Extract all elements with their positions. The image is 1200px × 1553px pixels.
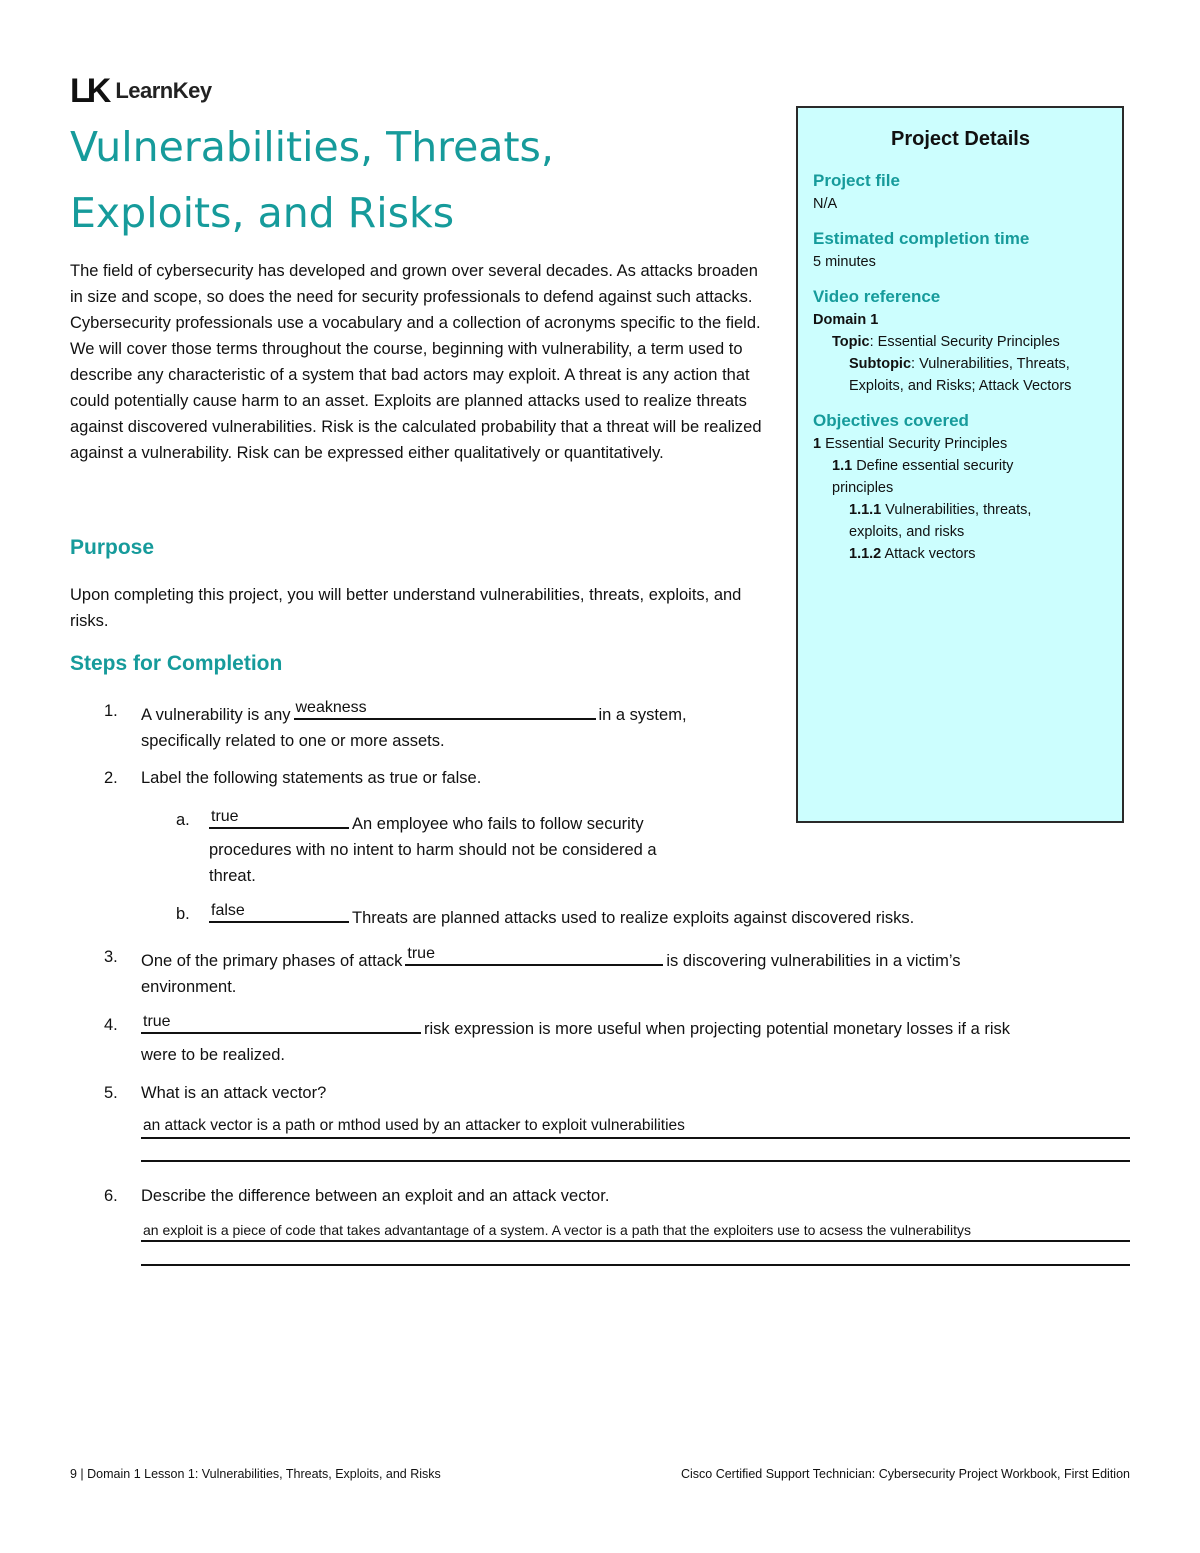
step-3-answer: true	[407, 945, 435, 962]
objective-1-1-1	[813, 499, 1108, 521]
subtopic-value-2: Exploits, and Risks; Attack Vectors	[849, 378, 1072, 394]
step-6-answer: an exploit is a piece of code that takes advantantage of a system. A vector is a path that the exploiters use to acsess the vulnerabilitys	[143, 1222, 972, 1238]
step-6-answer-line-2[interactable]	[141, 1264, 1130, 1266]
project-details-panel	[796, 106, 1124, 823]
completion-time-label: Estimated completion time	[813, 229, 1030, 248]
step-2a-answer-field[interactable]	[209, 807, 349, 829]
project-file-label: Project file	[813, 171, 900, 190]
step-2b-label: b.	[176, 905, 190, 923]
step-2a-line-3: threat.	[209, 867, 256, 885]
title-line-1: Vulnerabilities, Threats,	[70, 123, 554, 171]
step-6-text: Describe the difference between an exploit and an attack vector.	[141, 1187, 610, 1205]
step-4-number: 4.	[104, 1016, 118, 1034]
step-1-answer: weakness	[295, 699, 367, 716]
topic-label: Topic	[832, 334, 870, 350]
step-6-answer-field[interactable]	[141, 1218, 1130, 1242]
step-2a	[209, 807, 769, 889]
intro-paragraph: The field of cybersecurity has developed and grown over several decades. As attacks broaden in size and scope, so does the need for security professionals to defend against such attacks. Cybersecurity professionals use a vocabulary and a collection of acronyms specific to the field. We will cover those terms throughout the course, beginning with vulnerability, a term used to describe any characteristic of a system that bad actors may exploit. A threat is any action that could potentially cause harm to an asset. Exploits are planned attacks used to realize threats against discovered vulnerabilities. Risk is the calculated probability that a threat will be realized against a vulnerability. Risk can be expressed either qualitatively or quantitatively.	[70, 262, 762, 462]
step-3	[141, 944, 960, 1000]
video-reference-label: Video reference	[813, 287, 941, 306]
step-6-number: 6.	[104, 1187, 118, 1205]
step-4-answer-field[interactable]	[141, 1012, 421, 1034]
step-4-line-2: were to be realized.	[141, 1046, 285, 1064]
footer-right: Cisco Certified Support Technician: Cybersecurity Project Workbook, First Edition	[680, 1467, 1130, 1481]
footer-left: 9 | Domain 1 Lesson 1: Vulnerabilities, Threats, Exploits, and Risks	[70, 1467, 441, 1481]
step-2a-line-2: procedures with no intent to harm should not be considered a	[209, 841, 657, 859]
objective-1-1-1-text-2: exploits, and risks	[849, 524, 965, 540]
video-domain	[813, 309, 1108, 331]
step-3-number: 3.	[104, 948, 118, 966]
objective-1-1-1-num: 1.1.1	[849, 502, 882, 518]
title-line-2: Exploits, and Risks	[70, 189, 455, 237]
project-file-value: N/A	[813, 196, 838, 212]
topic-value: : Essential Security Principles	[869, 334, 1060, 350]
panel-title: Project Details	[891, 128, 1030, 150]
step-5-answer-line-2[interactable]	[141, 1160, 1130, 1162]
step-2-text: Label the following statements as true or false.	[141, 769, 482, 787]
completion-time-value: 5 minutes	[813, 254, 876, 270]
objective-1-1-text-2: principles	[832, 480, 894, 496]
objective-1	[813, 433, 1108, 455]
video-domain-text: Domain 1	[813, 312, 879, 328]
step-2b-answer-field[interactable]	[209, 901, 349, 923]
subtopic-value-1: : Vulnerabilities, Threats,	[911, 356, 1070, 372]
step-3-line-2: environment.	[141, 978, 237, 996]
step-1-line-2: specifically related to one or more assets.	[141, 732, 445, 750]
subtopic-label: Subtopic	[849, 356, 912, 372]
step-5-text: What is an attack vector?	[141, 1084, 327, 1102]
step-2a-answer: true	[211, 808, 239, 825]
step-1	[141, 698, 687, 754]
purpose-paragraph: Upon completing this project, you will better understand vulnerabilities, threats, exploits, and risks.	[70, 586, 742, 630]
step-3-text-after: is discovering vulnerabilities in a victim’s	[666, 952, 961, 970]
purpose-heading: Purpose	[70, 536, 155, 559]
step-3-answer-field[interactable]	[405, 944, 663, 966]
step-2b-answer: false	[211, 902, 245, 919]
objective-1-1-2-num: 1.1.2	[849, 546, 882, 562]
objective-1-1-2-text: Attack vectors	[881, 546, 976, 562]
video-topic	[813, 331, 1108, 353]
step-2a-text: An employee who fails to follow security	[352, 815, 644, 833]
step-2a-label: a.	[176, 811, 190, 829]
learnkey-logo	[70, 74, 212, 108]
step-4-answer: true	[143, 1013, 171, 1030]
step-1-answer-field[interactable]	[294, 698, 596, 720]
step-2b-text: Threats are planned attacks used to realize exploits against discovered risks.	[352, 909, 915, 927]
objective-1-1-num: 1.1	[832, 458, 853, 474]
step-5-answer-field[interactable]	[141, 1115, 1130, 1139]
objective-1-1	[813, 455, 1108, 477]
page-title	[70, 114, 770, 246]
objective-1-1-2	[813, 543, 1108, 565]
step-4	[141, 1012, 1010, 1068]
logo-text: LearnKey	[115, 78, 212, 103]
step-2b	[209, 901, 914, 931]
step-2-number: 2.	[104, 769, 118, 787]
step-1-number: 1.	[104, 702, 118, 720]
objective-1-1-text: Define essential security	[852, 458, 1014, 474]
step-1-text: A vulnerability is any	[141, 706, 291, 724]
step-1-text-after: in a system,	[598, 706, 687, 724]
video-subtopic	[813, 353, 1108, 375]
step-5-number: 5.	[104, 1084, 118, 1102]
objective-1-num: 1	[813, 436, 822, 452]
step-3-text: One of the primary phases of attack	[141, 952, 403, 970]
steps-heading: Steps for Completion	[70, 652, 283, 675]
step-5-answer: an attack vector is a path or mthod used by an attacker to exploit vulnerabilities	[143, 1117, 685, 1134]
objective-1-text: Essential Security Principles	[821, 436, 1008, 452]
step-4-text: risk expression is more useful when projecting potential monetary losses if a risk	[424, 1020, 1011, 1038]
logo-mark: LK	[70, 72, 108, 110]
objective-1-1-1-text: Vulnerabilities, threats,	[881, 502, 1032, 518]
objectives-label: Objectives covered	[813, 411, 969, 430]
